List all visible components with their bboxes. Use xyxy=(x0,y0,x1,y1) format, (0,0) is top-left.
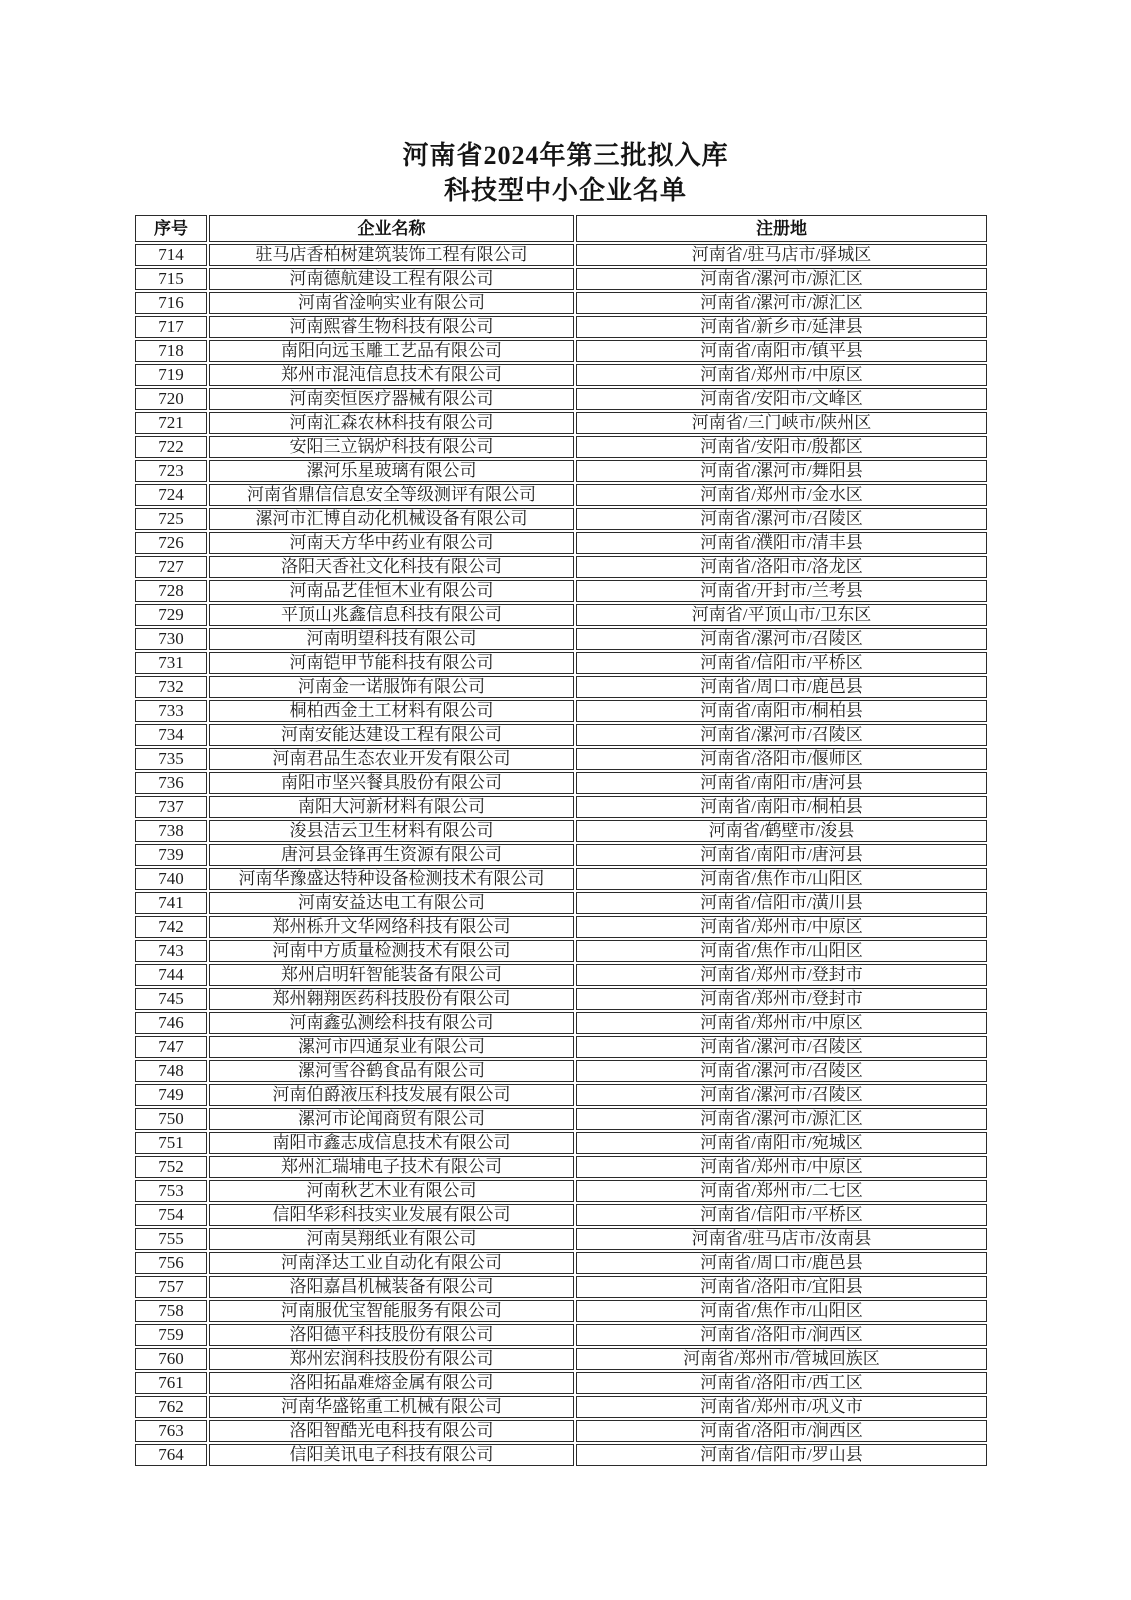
cell-registration-location: 河南省/洛阳市/涧西区 xyxy=(576,1420,987,1442)
cell-serial-number: 760 xyxy=(135,1348,207,1370)
table-row xyxy=(135,988,987,1010)
cell-registration-location: 河南省/南阳市/唐河县 xyxy=(576,844,987,866)
cell-registration-location: 河南省/郑州市/中原区 xyxy=(576,1156,987,1178)
page-title-line2: 科技型中小企业名单 xyxy=(443,176,687,205)
table-row xyxy=(135,892,987,914)
cell-registration-location: 河南省/漯河市/召陵区 xyxy=(576,1060,987,1082)
cell-company-name: 南阳市坚兴餐具股份有限公司 xyxy=(209,772,574,794)
cell-company-name: 南阳向远玉雕工艺品有限公司 xyxy=(209,340,574,362)
cell-serial-number: 740 xyxy=(135,868,207,890)
cell-registration-location: 河南省/洛阳市/偃师区 xyxy=(576,748,987,770)
cell-registration-location: 河南省/南阳市/宛城区 xyxy=(576,1132,987,1154)
table-row xyxy=(135,340,987,362)
table-row xyxy=(135,796,987,818)
cell-company-name: 河南省淦响实业有限公司 xyxy=(209,292,574,314)
page-title xyxy=(0,0,1131,208)
cell-registration-location: 河南省/漯河市/源汇区 xyxy=(576,268,987,290)
table-row xyxy=(135,1444,987,1466)
cell-serial-number: 724 xyxy=(135,484,207,506)
cell-registration-location: 河南省/洛阳市/洛龙区 xyxy=(576,556,987,578)
cell-company-name: 河南奕恒医疗器械有限公司 xyxy=(209,388,574,410)
cell-registration-location: 河南省/郑州市/管城回族区 xyxy=(576,1348,987,1370)
table-row xyxy=(135,412,987,434)
table-row xyxy=(135,1252,987,1274)
table-row xyxy=(135,1324,987,1346)
cell-serial-number: 732 xyxy=(135,676,207,698)
cell-serial-number: 738 xyxy=(135,820,207,842)
table-row xyxy=(135,508,987,530)
table-row xyxy=(135,1300,987,1322)
cell-registration-location: 河南省/焦作市/山阳区 xyxy=(576,1300,987,1322)
cell-serial-number: 744 xyxy=(135,964,207,986)
cell-serial-number: 718 xyxy=(135,340,207,362)
cell-serial-number: 721 xyxy=(135,412,207,434)
cell-serial-number: 762 xyxy=(135,1396,207,1418)
cell-serial-number: 728 xyxy=(135,580,207,602)
cell-serial-number: 759 xyxy=(135,1324,207,1346)
header-cell-serial-number: 序号 xyxy=(135,215,207,242)
cell-company-name: 信阳美讯电子科技有限公司 xyxy=(209,1444,574,1466)
cell-company-name: 漯河雪谷鹤食品有限公司 xyxy=(209,1060,574,1082)
cell-registration-location: 河南省/三门峡市/陕州区 xyxy=(576,412,987,434)
cell-registration-location: 河南省/郑州市/中原区 xyxy=(576,1012,987,1034)
cell-company-name: 信阳华彩科技实业发展有限公司 xyxy=(209,1204,574,1226)
cell-serial-number: 726 xyxy=(135,532,207,554)
cell-company-name: 河南汇森农林科技有限公司 xyxy=(209,412,574,434)
cell-serial-number: 764 xyxy=(135,1444,207,1466)
cell-registration-location: 河南省/信阳市/平桥区 xyxy=(576,652,987,674)
table-row xyxy=(135,748,987,770)
cell-registration-location: 河南省/郑州市/中原区 xyxy=(576,364,987,386)
cell-company-name: 河南秋艺木业有限公司 xyxy=(209,1180,574,1202)
cell-serial-number: 741 xyxy=(135,892,207,914)
table-row xyxy=(135,1036,987,1058)
cell-company-name: 河南服优宝智能服务有限公司 xyxy=(209,1300,574,1322)
cell-registration-location: 河南省/驻马店市/驿城区 xyxy=(576,244,987,266)
cell-serial-number: 731 xyxy=(135,652,207,674)
cell-serial-number: 735 xyxy=(135,748,207,770)
cell-company-name: 漯河市论闻商贸有限公司 xyxy=(209,1108,574,1130)
cell-serial-number: 743 xyxy=(135,940,207,962)
cell-registration-location: 河南省/郑州市/中原区 xyxy=(576,916,987,938)
cell-registration-location: 河南省/南阳市/镇平县 xyxy=(576,340,987,362)
cell-serial-number: 763 xyxy=(135,1420,207,1442)
table-row xyxy=(135,364,987,386)
table-row xyxy=(135,868,987,890)
cell-registration-location: 河南省/焦作市/山阳区 xyxy=(576,940,987,962)
table-header-row xyxy=(135,215,987,242)
cell-registration-location: 河南省/信阳市/罗山县 xyxy=(576,1444,987,1466)
table-row xyxy=(135,652,987,674)
cell-company-name: 河南天方华中药业有限公司 xyxy=(209,532,574,554)
table-row xyxy=(135,964,987,986)
cell-company-name: 河南安益达电工有限公司 xyxy=(209,892,574,914)
cell-company-name: 安阳三立锅炉科技有限公司 xyxy=(209,436,574,458)
cell-serial-number: 720 xyxy=(135,388,207,410)
cell-registration-location: 河南省/新乡市/延津县 xyxy=(576,316,987,338)
cell-serial-number: 754 xyxy=(135,1204,207,1226)
table-row xyxy=(135,1156,987,1178)
cell-company-name: 河南泽达工业自动化有限公司 xyxy=(209,1252,574,1274)
cell-serial-number: 722 xyxy=(135,436,207,458)
cell-registration-location: 河南省/郑州市/登封市 xyxy=(576,964,987,986)
header-cell-registration-location: 注册地 xyxy=(576,215,987,242)
cell-registration-location: 河南省/周口市/鹿邑县 xyxy=(576,1252,987,1274)
table-row xyxy=(135,676,987,698)
cell-registration-location: 河南省/信阳市/平桥区 xyxy=(576,1204,987,1226)
table-row xyxy=(135,292,987,314)
cell-company-name: 平顶山兆鑫信息科技有限公司 xyxy=(209,604,574,626)
table-row xyxy=(135,532,987,554)
cell-serial-number: 727 xyxy=(135,556,207,578)
table-row xyxy=(135,1420,987,1442)
cell-registration-location: 河南省/平顶山市/卫东区 xyxy=(576,604,987,626)
table-row xyxy=(135,1132,987,1154)
cell-company-name: 驻马店香柏树建筑装饰工程有限公司 xyxy=(209,244,574,266)
table-row xyxy=(135,628,987,650)
cell-registration-location: 河南省/安阳市/殷都区 xyxy=(576,436,987,458)
table-row xyxy=(135,316,987,338)
cell-registration-location: 河南省/周口市/鹿邑县 xyxy=(576,676,987,698)
cell-company-name: 河南品艺佳恒木业有限公司 xyxy=(209,580,574,602)
cell-company-name: 河南省鼎信信息安全等级测评有限公司 xyxy=(209,484,574,506)
table-row xyxy=(135,916,987,938)
table-row xyxy=(135,820,987,842)
cell-serial-number: 714 xyxy=(135,244,207,266)
cell-serial-number: 725 xyxy=(135,508,207,530)
table-row xyxy=(135,700,987,722)
cell-serial-number: 755 xyxy=(135,1228,207,1250)
cell-company-name: 桐柏西金土工材料有限公司 xyxy=(209,700,574,722)
cell-company-name: 河南华豫盛达特种设备检测技术有限公司 xyxy=(209,868,574,890)
table-row xyxy=(135,484,987,506)
cell-company-name: 郑州启明轩智能装备有限公司 xyxy=(209,964,574,986)
table-row xyxy=(135,556,987,578)
cell-company-name: 郑州翱翔医药科技股份有限公司 xyxy=(209,988,574,1010)
cell-registration-location: 河南省/开封市/兰考县 xyxy=(576,580,987,602)
cell-registration-location: 河南省/漯河市/召陵区 xyxy=(576,508,987,530)
cell-serial-number: 761 xyxy=(135,1372,207,1394)
cell-company-name: 漯河市四通泵业有限公司 xyxy=(209,1036,574,1058)
table-row xyxy=(135,244,987,266)
table-row xyxy=(135,1372,987,1394)
cell-registration-location: 河南省/漯河市/源汇区 xyxy=(576,1108,987,1130)
cell-registration-location: 河南省/漯河市/召陵区 xyxy=(576,628,987,650)
cell-registration-location: 河南省/漯河市/源汇区 xyxy=(576,292,987,314)
cell-company-name: 洛阳德平科技股份有限公司 xyxy=(209,1324,574,1346)
table-row xyxy=(135,1276,987,1298)
page-title-line1: 河南省2024年第三批拟入库 xyxy=(402,141,729,170)
cell-company-name: 郑州宏润科技股份有限公司 xyxy=(209,1348,574,1370)
cell-registration-location: 河南省/漯河市/召陵区 xyxy=(576,724,987,746)
cell-registration-location: 河南省/郑州市/登封市 xyxy=(576,988,987,1010)
table-row xyxy=(135,1108,987,1130)
cell-company-name: 河南安能达建设工程有限公司 xyxy=(209,724,574,746)
cell-company-name: 河南铠甲节能科技有限公司 xyxy=(209,652,574,674)
cell-registration-location: 河南省/南阳市/唐河县 xyxy=(576,772,987,794)
cell-registration-location: 河南省/南阳市/桐柏县 xyxy=(576,796,987,818)
table-row xyxy=(135,268,987,290)
cell-company-name: 郑州栎升文华网络科技有限公司 xyxy=(209,916,574,938)
cell-serial-number: 758 xyxy=(135,1300,207,1322)
cell-serial-number: 749 xyxy=(135,1084,207,1106)
cell-serial-number: 742 xyxy=(135,916,207,938)
cell-serial-number: 737 xyxy=(135,796,207,818)
table-row xyxy=(135,940,987,962)
cell-registration-location: 河南省/漯河市/召陵区 xyxy=(576,1084,987,1106)
cell-serial-number: 733 xyxy=(135,700,207,722)
cell-registration-location: 河南省/漯河市/召陵区 xyxy=(576,1036,987,1058)
cell-serial-number: 734 xyxy=(135,724,207,746)
cell-company-name: 漯河乐星玻璃有限公司 xyxy=(209,460,574,482)
cell-registration-location: 河南省/郑州市/二七区 xyxy=(576,1180,987,1202)
cell-registration-location: 河南省/洛阳市/涧西区 xyxy=(576,1324,987,1346)
cell-serial-number: 723 xyxy=(135,460,207,482)
table-row xyxy=(135,1060,987,1082)
cell-company-name: 河南伯爵液压科技发展有限公司 xyxy=(209,1084,574,1106)
cell-company-name: 郑州汇瑞埔电子技术有限公司 xyxy=(209,1156,574,1178)
cell-serial-number: 747 xyxy=(135,1036,207,1058)
cell-company-name: 河南金一诺服饰有限公司 xyxy=(209,676,574,698)
cell-company-name: 河南德航建设工程有限公司 xyxy=(209,268,574,290)
cell-registration-location: 河南省/郑州市/巩义市 xyxy=(576,1396,987,1418)
cell-registration-location: 河南省/焦作市/山阳区 xyxy=(576,868,987,890)
cell-company-name: 漯河市汇博自动化机械设备有限公司 xyxy=(209,508,574,530)
cell-company-name: 唐河县金锋再生资源有限公司 xyxy=(209,844,574,866)
table-row xyxy=(135,844,987,866)
cell-company-name: 河南昊翔纸业有限公司 xyxy=(209,1228,574,1250)
cell-registration-location: 河南省/濮阳市/清丰县 xyxy=(576,532,987,554)
table-row xyxy=(135,1012,987,1034)
cell-serial-number: 757 xyxy=(135,1276,207,1298)
table-row xyxy=(135,580,987,602)
table-row xyxy=(135,772,987,794)
table-row xyxy=(135,1084,987,1106)
cell-registration-location: 河南省/郑州市/金水区 xyxy=(576,484,987,506)
cell-registration-location: 河南省/驻马店市/汝南县 xyxy=(576,1228,987,1250)
header-cell-company-name: 企业名称 xyxy=(209,215,574,242)
table-row xyxy=(135,1396,987,1418)
cell-serial-number: 730 xyxy=(135,628,207,650)
cell-serial-number: 717 xyxy=(135,316,207,338)
cell-serial-number: 745 xyxy=(135,988,207,1010)
cell-company-name: 洛阳天香社文化科技有限公司 xyxy=(209,556,574,578)
cell-serial-number: 748 xyxy=(135,1060,207,1082)
cell-serial-number: 715 xyxy=(135,268,207,290)
cell-company-name: 河南明望科技有限公司 xyxy=(209,628,574,650)
cell-registration-location: 河南省/漯河市/舞阳县 xyxy=(576,460,987,482)
cell-registration-location: 河南省/洛阳市/西工区 xyxy=(576,1372,987,1394)
cell-company-name: 郑州市混沌信息技术有限公司 xyxy=(209,364,574,386)
cell-company-name: 河南鑫弘测绘科技有限公司 xyxy=(209,1012,574,1034)
cell-serial-number: 752 xyxy=(135,1156,207,1178)
cell-registration-location: 河南省/安阳市/文峰区 xyxy=(576,388,987,410)
table-row xyxy=(135,460,987,482)
cell-serial-number: 751 xyxy=(135,1132,207,1154)
table-row xyxy=(135,388,987,410)
cell-registration-location: 河南省/南阳市/桐柏县 xyxy=(576,700,987,722)
cell-company-name: 河南熙睿生物科技有限公司 xyxy=(209,316,574,338)
company-table xyxy=(133,213,989,1468)
cell-company-name: 河南中方质量检测技术有限公司 xyxy=(209,940,574,962)
table-row xyxy=(135,436,987,458)
cell-company-name: 河南华盛铭重工机械有限公司 xyxy=(209,1396,574,1418)
cell-serial-number: 719 xyxy=(135,364,207,386)
cell-company-name: 河南君品生态农业开发有限公司 xyxy=(209,748,574,770)
cell-company-name: 南阳市鑫志成信息技术有限公司 xyxy=(209,1132,574,1154)
cell-serial-number: 716 xyxy=(135,292,207,314)
table-row xyxy=(135,724,987,746)
table-row xyxy=(135,1228,987,1250)
cell-registration-location: 河南省/洛阳市/宜阳县 xyxy=(576,1276,987,1298)
cell-company-name: 洛阳智酷光电科技有限公司 xyxy=(209,1420,574,1442)
cell-serial-number: 753 xyxy=(135,1180,207,1202)
cell-serial-number: 739 xyxy=(135,844,207,866)
table-row xyxy=(135,1180,987,1202)
company-table-body xyxy=(135,215,987,1466)
cell-registration-location: 河南省/信阳市/潢川县 xyxy=(576,892,987,914)
cell-company-name: 洛阳拓晶难熔金属有限公司 xyxy=(209,1372,574,1394)
cell-serial-number: 736 xyxy=(135,772,207,794)
cell-company-name: 浚县洁云卫生材料有限公司 xyxy=(209,820,574,842)
table-row xyxy=(135,1204,987,1226)
table-row xyxy=(135,604,987,626)
cell-company-name: 洛阳嘉昌机械装备有限公司 xyxy=(209,1276,574,1298)
table-row xyxy=(135,1348,987,1370)
cell-registration-location: 河南省/鹤壁市/浚县 xyxy=(576,820,987,842)
cell-serial-number: 746 xyxy=(135,1012,207,1034)
cell-serial-number: 750 xyxy=(135,1108,207,1130)
cell-serial-number: 756 xyxy=(135,1252,207,1274)
cell-serial-number: 729 xyxy=(135,604,207,626)
cell-company-name: 南阳大河新材料有限公司 xyxy=(209,796,574,818)
